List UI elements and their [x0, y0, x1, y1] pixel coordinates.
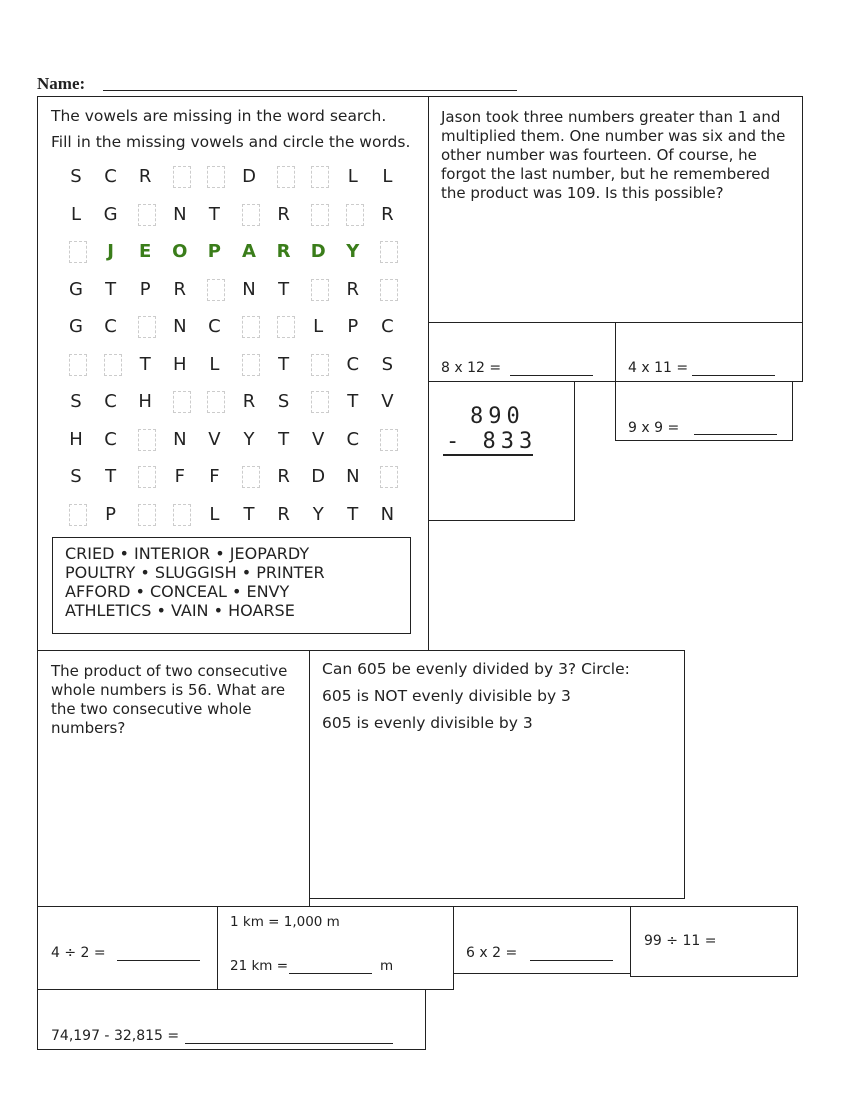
grid-blank-cell[interactable]: [127, 458, 163, 496]
subtraction-rule: [443, 454, 533, 456]
divisible-option-yes[interactable]: 605 is evenly divisible by 3: [322, 714, 533, 732]
grid-letter-cell[interactable]: N: [346, 466, 360, 487]
word-bank: [52, 537, 411, 634]
grid-letter-cell[interactable]: C: [104, 316, 117, 337]
km-unit: m: [380, 958, 394, 974]
word-bank-line: POULTRY • SLUGGISH • PRINTER: [65, 563, 325, 582]
grid-letter-cell[interactable]: C: [104, 428, 117, 450]
grid-letter-cell[interactable]: Y: [346, 241, 360, 262]
grid-letter-cell[interactable]: C: [208, 316, 221, 337]
grid-letter-cell[interactable]: J: [107, 241, 114, 262]
grid-letter-cell[interactable]: R: [381, 203, 394, 225]
grid-letter-cell[interactable]: N: [173, 316, 187, 337]
grid-letter-cell[interactable]: L: [209, 353, 220, 375]
grid-letter-cell[interactable]: T: [347, 503, 359, 525]
grid-letter-cell[interactable]: V: [208, 428, 221, 450]
grid-blank-cell[interactable]: [369, 233, 405, 271]
mult-4x11-answer-line[interactable]: [692, 375, 775, 376]
grid-blank-cell[interactable]: [369, 271, 405, 309]
mult-4x11-label: 4 x 11 =: [628, 360, 689, 376]
grid-letter-cell[interactable]: T: [278, 428, 290, 450]
grid-letter-cell[interactable]: O: [172, 241, 188, 262]
grid-letter-cell[interactable]: N: [173, 203, 187, 225]
grid-letter-cell[interactable]: Y: [312, 503, 324, 525]
mult-6x2-box: [453, 906, 631, 974]
grid-blank-cell[interactable]: [335, 196, 371, 234]
grid-blank-cell[interactable]: [300, 196, 336, 234]
grid-blank-cell[interactable]: [300, 383, 336, 421]
subtraction-bottom: - 833: [446, 429, 538, 454]
grid-letter-cell[interactable]: H: [138, 391, 152, 412]
grid-blank-cell[interactable]: [231, 308, 267, 346]
grid-letter-cell[interactable]: T: [105, 466, 117, 487]
mult-6x2-label: 6 x 2 =: [466, 945, 518, 961]
subtract-big-label: 74,197 - 32,815 =: [51, 1028, 180, 1044]
km-answer-line[interactable]: [289, 973, 372, 974]
grid-letter-cell[interactable]: N: [173, 428, 187, 450]
grid-letter-cell[interactable]: R: [276, 241, 291, 262]
grid-blank-cell[interactable]: [127, 421, 163, 459]
word-search-instruction-1: The vowels are missing in the word search.: [51, 107, 387, 125]
name-line[interactable]: [103, 90, 517, 91]
km-question: 21 km =: [230, 958, 289, 974]
grid-letter-cell[interactable]: E: [139, 241, 152, 262]
grid-blank-cell[interactable]: [300, 158, 336, 196]
grid-letter-cell[interactable]: V: [381, 391, 394, 412]
grid-letter-cell[interactable]: L: [382, 166, 393, 187]
grid-letter-cell[interactable]: S: [70, 391, 82, 412]
grid-letter-cell[interactable]: C: [346, 353, 360, 375]
grid-blank-cell[interactable]: [58, 346, 94, 384]
word-bank-line: AFFORD • CONCEAL • ENVY: [65, 582, 290, 601]
grid-letter-cell[interactable]: R: [138, 166, 152, 187]
name-label: Name:: [37, 74, 86, 93]
grid-blank-cell[interactable]: [127, 496, 163, 534]
grid-letter-cell[interactable]: R: [277, 466, 290, 487]
word-search-instruction-2: Fill in the missing vowels and circle the words.: [51, 133, 411, 151]
grid-blank-cell[interactable]: [127, 196, 163, 234]
grid-blank-cell[interactable]: [127, 308, 163, 346]
grid-letter-cell[interactable]: P: [105, 503, 117, 525]
grid-blank-cell[interactable]: [266, 308, 302, 346]
div-4-2-label: 4 ÷ 2 =: [51, 945, 106, 961]
grid-blank-cell[interactable]: [58, 496, 94, 534]
grid-letter-cell[interactable]: N: [242, 278, 256, 300]
grid-blank-cell[interactable]: [231, 196, 267, 234]
mult-8x12-label: 8 x 12 =: [441, 360, 502, 376]
grid-letter-cell[interactable]: P: [139, 278, 151, 300]
grid-letter-cell[interactable]: H: [173, 353, 187, 375]
grid-blank-cell[interactable]: [162, 383, 198, 421]
grid-letter-cell[interactable]: G: [69, 316, 83, 337]
word-bank-line: CRIED • INTERIOR • JEOPARDY: [65, 544, 310, 563]
grid-letter-cell[interactable]: S: [381, 353, 394, 375]
subtraction-top: 890: [470, 404, 525, 429]
grid-blank-cell[interactable]: [196, 383, 232, 421]
km-fact: 1 km = 1,000 m: [230, 914, 340, 930]
mult-9x9-answer-line[interactable]: [694, 434, 777, 435]
subtract-big-answer-line[interactable]: [185, 1043, 393, 1044]
grid-letter-cell[interactable]: R: [346, 278, 360, 300]
grid-letter-cell[interactable]: D: [311, 466, 326, 487]
grid-letter-cell[interactable]: D: [310, 241, 326, 262]
grid-letter-cell[interactable]: S: [70, 166, 82, 187]
grid-letter-cell[interactable]: G: [69, 278, 83, 300]
grid-letter-cell[interactable]: R: [277, 203, 290, 225]
grid-letter-cell[interactable]: R: [173, 278, 187, 300]
mult-6x2-answer-line[interactable]: [530, 960, 613, 961]
grid-letter-cell[interactable]: T: [347, 391, 359, 412]
word-bank-line: ATHLETICS • VAIN • HOARSE: [65, 601, 295, 620]
grid-letter-cell[interactable]: T: [105, 278, 117, 300]
grid-letter-cell[interactable]: P: [347, 316, 359, 337]
grid-blank-cell[interactable]: [231, 346, 267, 384]
mult-8x12-answer-line[interactable]: [510, 375, 593, 376]
grid-letter-cell[interactable]: F: [174, 466, 185, 487]
grid-letter-cell[interactable]: T: [139, 353, 151, 375]
div-99-11-label: 99 ÷ 11 =: [644, 933, 717, 949]
grid-letter-cell[interactable]: L: [209, 503, 220, 525]
grid-letter-cell[interactable]: S: [70, 466, 82, 487]
div-4-2-answer-line[interactable]: [117, 960, 200, 961]
grid-letter-cell[interactable]: C: [104, 391, 117, 412]
grid-blank-cell[interactable]: [300, 346, 336, 384]
grid-blank-cell[interactable]: [266, 158, 302, 196]
grid-letter-cell[interactable]: T: [243, 503, 255, 525]
grid-letter-cell[interactable]: C: [381, 316, 394, 337]
grid-blank-cell[interactable]: [162, 158, 198, 196]
grid-letter-cell[interactable]: C: [346, 428, 360, 450]
grid-letter-cell[interactable]: R: [277, 503, 290, 525]
mult-9x9-label: 9 x 9 =: [628, 420, 680, 436]
grid-blank-cell[interactable]: [196, 271, 232, 309]
grid-letter-cell[interactable]: L: [70, 203, 82, 225]
grid-letter-cell[interactable]: T: [208, 203, 220, 225]
grid-blank-cell[interactable]: [369, 421, 405, 459]
grid-blank-cell[interactable]: [93, 346, 129, 384]
grid-letter-cell[interactable]: L: [347, 166, 358, 187]
grid-letter-cell[interactable]: T: [278, 353, 290, 375]
divisible-question: Can 605 be evenly divided by 3? Circle:: [322, 660, 630, 678]
grid-blank-cell[interactable]: [58, 233, 94, 271]
grid-letter-cell[interactable]: S: [277, 391, 290, 412]
grid-letter-cell[interactable]: F: [209, 466, 220, 487]
grid-letter-cell[interactable]: R: [242, 391, 256, 412]
grid-letter-cell[interactable]: H: [69, 428, 83, 450]
grid-blank-cell[interactable]: [162, 496, 198, 534]
grid-blank-cell[interactable]: [300, 271, 336, 309]
grid-letter-cell[interactable]: A: [242, 241, 256, 262]
grid-blank-cell[interactable]: [196, 158, 232, 196]
grid-letter-cell[interactable]: V: [312, 428, 325, 450]
grid-letter-cell[interactable]: C: [104, 166, 117, 187]
jason-problem-text: Jason took three numbers greater than 1 and multiplied them. One number was six and the other number was fourteen. Of course, he forgot the last number, but he remembered the product was 109. Is this possible?: [441, 108, 786, 202]
consecutive-text: The product of two consecutive whole numbers is 56. What are the two consecutive whole numbers?: [51, 662, 288, 737]
grid-letter-cell[interactable]: P: [207, 241, 221, 262]
grid-letter-cell[interactable]: G: [103, 203, 118, 225]
grid-letter-cell[interactable]: D: [242, 166, 256, 187]
divisible-option-not[interactable]: 605 is NOT evenly divisible by 3: [322, 687, 571, 705]
grid-blank-cell[interactable]: [231, 458, 267, 496]
grid-letter-cell[interactable]: L: [313, 316, 324, 337]
grid-letter-cell[interactable]: T: [278, 278, 290, 300]
grid-blank-cell[interactable]: [369, 458, 405, 496]
grid-letter-cell[interactable]: N: [380, 503, 395, 525]
grid-letter-cell[interactable]: Y: [243, 428, 255, 450]
